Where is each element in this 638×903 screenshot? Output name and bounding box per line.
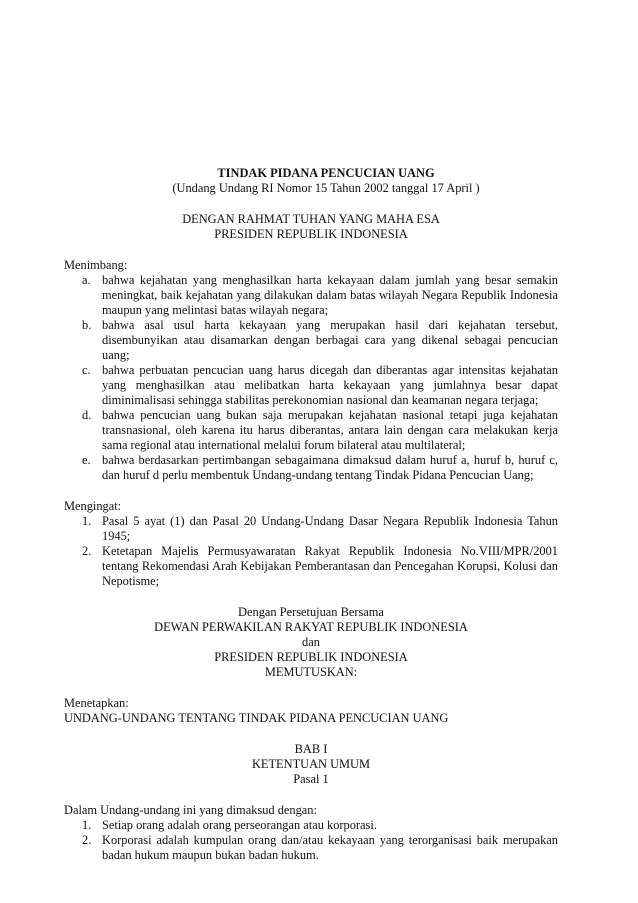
persetujuan-line-3: dan: [302, 635, 320, 649]
list-item: [64, 363, 558, 408]
list-item-text: Pasal 5 ayat (1) dan Pasal 20 Undang-Undang Dasar Negara Republik Indonesia Tahun 1945;: [102, 514, 558, 543]
persetujuan-line-4: PRESIDEN REPUBLIK INDONESIA: [214, 650, 408, 664]
list-marker: a.: [82, 273, 91, 287]
list-marker: 2.: [82, 833, 92, 847]
list-item: [64, 318, 558, 363]
list-marker: 2.: [82, 544, 92, 558]
bab-number: BAB I: [294, 742, 328, 756]
pasal1-list: [64, 818, 558, 863]
document-page: [64, 166, 558, 863]
list-item-text: bahwa berdasarkan pertimbangan sebagaimana dimaksud dalam huruf a, huruf b, huruf c, dan huruf d perlu membentuk Undang-undang tentang Tindak Pidana Pencucian Uang;: [102, 453, 558, 482]
authority-block: [64, 212, 558, 242]
mengingat-section: [64, 499, 558, 589]
authority-line-1: DENGAN RAHMAT TUHAN YANG MAHA ESA: [182, 212, 440, 226]
document-title: TINDAK PIDANA PENCUCIAN UANG: [217, 166, 435, 180]
mengingat-label: Mengingat:: [64, 499, 122, 513]
list-item-text: Setiap orang adalah orang perseorangan atau korporasi.: [102, 818, 377, 832]
persetujuan-line-5: MEMUTUSKAN:: [264, 665, 358, 679]
list-item-text: bahwa kejahatan yang menghasilkan harta kekayaan dalam jumlah yang besar semakin meningkat, baik kejahatan yang dilakukan dalam batas wilayah Negara Republik Indonesia maupun yang melintasi batas wilayah negara;: [102, 273, 558, 317]
list-item: [64, 833, 558, 863]
document-subtitle: (Undang Undang RI Nomor 15 Tahun 2002 tanggal 17 April ): [172, 181, 480, 195]
list-item: [64, 544, 558, 589]
list-item-text: bahwa asal usul harta kekayaan yang merupakan hasil dari kejahatan tersebut, disembunyikan atau disamarkan dengan berbagai cara yang dikenal sebagai pencucian uang;: [102, 318, 558, 362]
list-marker: b.: [82, 318, 92, 332]
list-item: [64, 453, 558, 483]
persetujuan-line-2: DEWAN PERWAKILAN RAKYAT REPUBLIK INDONESIA: [154, 620, 468, 634]
mengingat-list: [64, 514, 558, 589]
list-item: [64, 273, 558, 318]
list-marker: d.: [82, 408, 92, 422]
menimbang-list: [64, 273, 558, 483]
bab-heading: [64, 742, 558, 787]
pasal1-section: [64, 803, 558, 863]
list-item-text: bahwa perbuatan pencucian uang harus dicegah dan diberantas agar intensitas kejahatan yang menghasilkan atau melibatkan harta kekayaan yang jumlahnya besar dapat diminimalisasi sehingga stabilitas perekonomian nasional dan keamanan negara terjaga;: [102, 363, 558, 407]
list-item: [64, 818, 558, 833]
list-marker: 1.: [82, 818, 92, 832]
authority-line-2: PRESIDEN REPUBLIK INDONESIA: [214, 227, 408, 241]
menimbang-label: Menimbang:: [64, 258, 128, 272]
list-item-text: Ketetapan Majelis Permusyawaratan Rakyat Republik Indonesia No.VIII/MPR/2001 tentang Rekomendasi Arah Kebijakan Pemberantasan dan Pencegahan Korupsi, Kolusi dan Nepotisme;: [102, 544, 558, 588]
list-item: [64, 408, 558, 453]
pasal-number: Pasal 1: [293, 772, 329, 786]
list-marker: 1.: [82, 514, 92, 528]
menetapkan-text: UNDANG-UNDANG TENTANG TINDAK PIDANA PENCUCIAN UANG: [64, 711, 449, 725]
list-item-text: bahwa pencucian uang bukan saja merupakan kejahatan nasional tetapi juga kejahatan transnasional, oleh karena itu harus diberantas, antara lain dengan cara melakukan kerja sama regional atau international melalui forum bilateral atau multilateral;: [102, 408, 558, 452]
persetujuan-block: [64, 605, 558, 680]
list-marker: e.: [82, 453, 91, 467]
menetapkan-section: [64, 696, 558, 726]
list-marker: c.: [82, 363, 91, 377]
bab-title: KETENTUAN UMUM: [251, 757, 371, 771]
list-item: [64, 514, 558, 544]
pasal1-intro: Dalam Undang-undang ini yang dimaksud dengan:: [64, 803, 317, 817]
menimbang-section: [64, 258, 558, 483]
title-block: [94, 166, 558, 196]
menetapkan-label: Menetapkan:: [64, 696, 129, 710]
list-item-text: Korporasi adalah kumpulan orang dan/atau kekayaan yang terorganisasi baik merupakan badan hukum maupun bukan badan hukum.: [102, 833, 558, 862]
persetujuan-line-1: Dengan Persetujuan Bersama: [238, 605, 384, 619]
